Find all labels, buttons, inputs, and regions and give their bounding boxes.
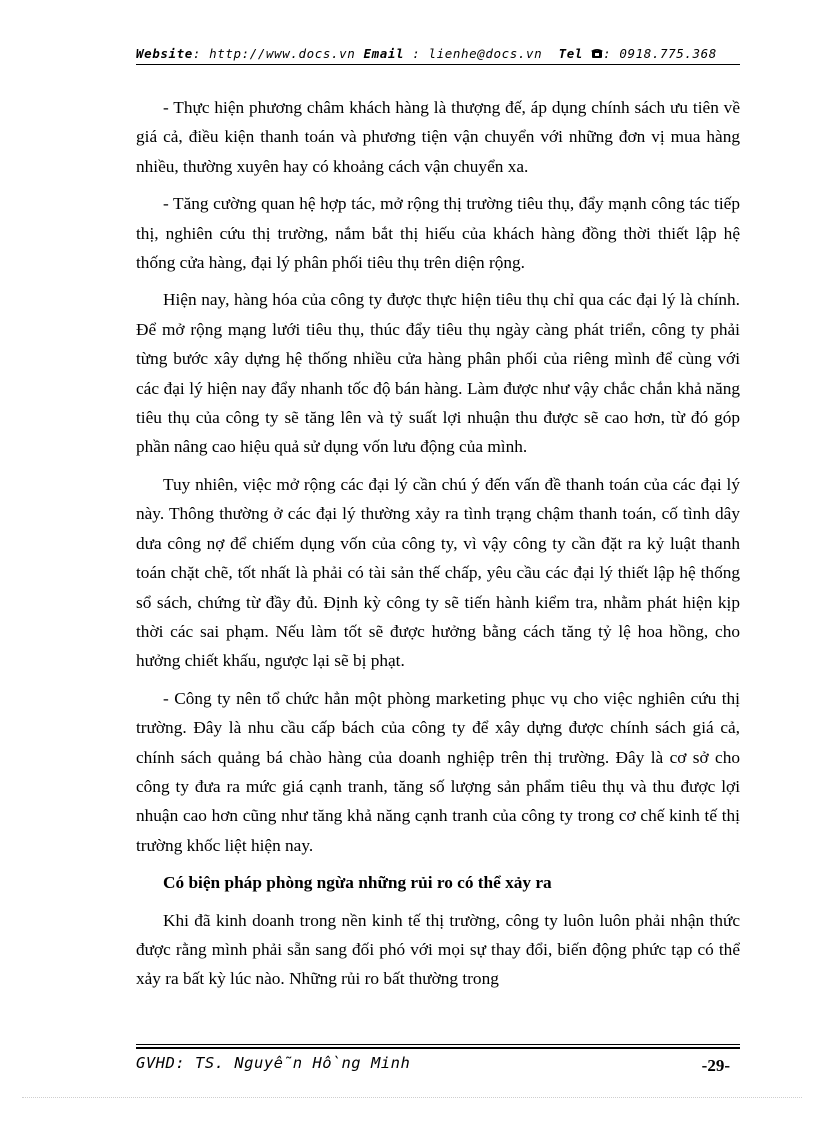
paragraph-2: - Tăng cường quan hệ hợp tác, mở rộng thị trường tiêu thụ, đẩy mạnh công tác tiếp thị, nghiên cứu thị trường, nắm bắt thị hiếu của khách hàng đồng thời thiết lập hệ thống cửa hàng, đại lý phân phối tiêu thụ trên diện rộng. [136,194,740,273]
section-heading: Có biện pháp phòng ngừa những rủi ro có thể xảy ra [163,873,552,893]
website-value: : http://www.docs.vn [192,46,364,61]
paragraph-5: - Công ty nên tổ chức hẳn một phòng marketing phục vụ cho việc nghiên cứu thị trường. Đây là nhu cầu cấp bách của công ty để xây dựng được chính sách giá cả, chính sách quảng bá chào hàng của doanh nghiệp trên thị trường. Đây là cơ sở cho công ty đưa ra mức giá cạnh tranh, tăng số lượng sản phẩm tiêu thụ và thu được lợi nhuận cao hơn cũng như tăng khả năng cạnh tranh của công ty trong cơ chế kinh tế thị trường khốc liệt hiện nay. [136,688,740,855]
closing-paragraph: Khi đã kinh doanh trong nền kinh tế thị trường, công ty luôn luôn phải nhận thức được rằng mình phải sẵn sang đối phó với mọi sự thay đổi, biến động phức tạp có thể xảy ra bất kỳ lúc nào. Những rủi ro bất thường trong [136,910,740,989]
footer-supervisor: GVHD: TS. Nguyễn Hồng Minh [136,1054,411,1072]
phone-icon [591,47,603,62]
website-label: Website [136,46,193,61]
tel-label: Tel [558,46,583,61]
page-header [136,46,740,62]
footer-rule-thick [136,1047,740,1049]
page-number: -29- [701,1056,730,1075]
footer-rule-thin [136,1044,740,1045]
page-edge-divider [22,1097,802,1098]
document-body [136,93,740,1002]
email-label: Email [363,46,405,61]
email-value: : lienhe@docs.vn [404,46,551,61]
header-rule [136,64,740,65]
paragraph-3: Hiện nay, hàng hóa của công ty được thực hiện tiêu thụ chỉ qua các đại lý là chính. Để mở rộng mạng lưới tiêu thụ, thúc đẩy tiêu thụ ngày càng phát triển, công ty phải từng bước xây dựng hệ thống nhiều cửa hàng phân phối của riêng mình để cùng với các đại lý hiện nay đẩy nhanh tốc độ bán hàng. Làm được như vậy chắc chắn khả năng tiêu thụ của công ty sẽ tăng lên và tỷ suất lợi nhuận thu được sẽ cao hơn, từ đó góp phần nâng cao hiệu quả sử dụng vốn lưu động của mình. [136,290,740,457]
paragraph-4: Tuy nhiên, việc mở rộng các đại lý cần chú ý đến vấn đề thanh toán của các đại lý này. Thông thường ở các đại lý thường xảy ra tình trạng chậm thanh toán, cố tình dây dưa công nợ để chiếm dụng vốn của công ty, vì vậy công ty cần đặt ra kỷ luật thanh toán chặt chẽ, tốt nhất là phải có tài sản thế chấp, yêu cầu các đại lý thiết lập hệ thống sổ sách, chứng từ đầy đủ. Định kỳ công ty sẽ tiến hành kiểm tra, nhằm phát hiện kịp thời các sai phạm. Nếu làm tốt sẽ được hưởng bằng cách tăng tỷ lệ hoa hồng, cho hưởng chiết khấu, ngược lại sẽ bị phạt. [136,474,740,671]
paragraph-1: - Thực hiện phương châm khách hàng là thượng đế, áp dụng chính sách ưu tiên về giá cả, điều kiện thanh toán và phương tiện vận chuyển với những đơn vị mua hàng nhiều, thường xuyên hay có khoảng cách vận chuyển xa. [136,98,740,176]
tel-value: : 0918.775.368 [603,46,717,61]
